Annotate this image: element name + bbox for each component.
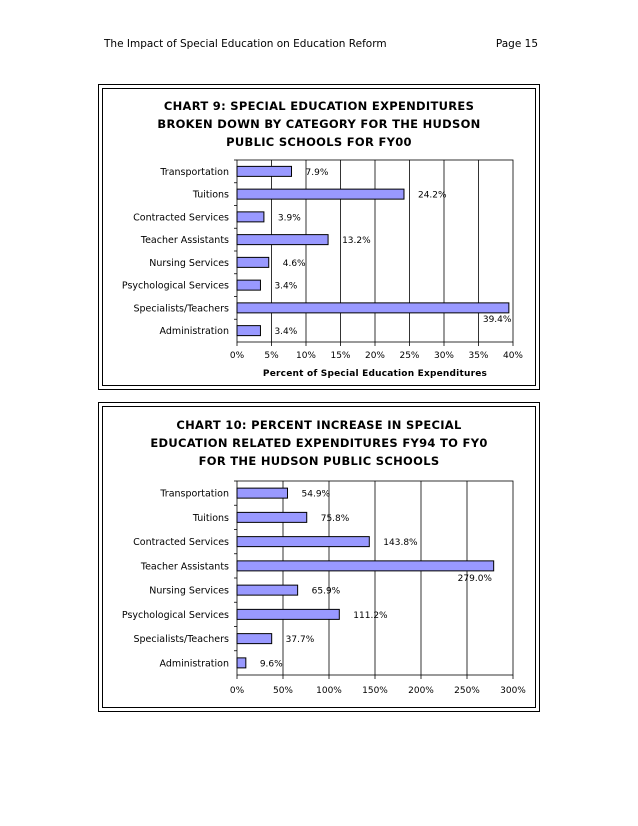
chart-10-category-label: Psychological Services <box>121 609 229 621</box>
chart-9-data-label: 13.2% <box>342 236 371 247</box>
chart-9-title-line: PUBLIC SCHOOLS FOR FY00 <box>226 135 412 149</box>
chart-9-x-tick-label: 15% <box>330 351 351 361</box>
chart-9-data-label: 3.4% <box>274 281 298 292</box>
chart-9-data-label: 24.2% <box>417 190 447 201</box>
chart-9-title-line: CHART 9: SPECIAL EDUCATION EXPENDITURES <box>163 99 475 113</box>
chart-10-inner-border <box>102 406 536 708</box>
chart-9-bar <box>237 326 260 336</box>
chart-9-data-label: 39.4% <box>482 314 512 325</box>
chart-9-title-line: BROKEN DOWN BY CATEGORY FOR THE HUDSON <box>157 117 481 131</box>
chart-9-bar <box>237 280 260 290</box>
chart-10-category-label: Tuitions <box>192 512 229 524</box>
chart-10-category-label: Nursing Services <box>149 585 229 597</box>
chart-9-x-tick-label: 5% <box>264 351 279 361</box>
chart-10-x-tick-label: 200% <box>408 686 434 696</box>
chart-10-bar <box>237 634 272 644</box>
chart-10-bar <box>237 585 298 595</box>
chart-10-category-label: Specialists/Teachers <box>133 634 229 646</box>
chart-10-x-tick-label: 100% <box>316 686 342 696</box>
chart-10-bar <box>237 658 246 668</box>
chart-10-category-label: Contracted Services <box>133 537 229 549</box>
chart-10-frame <box>98 402 540 712</box>
chart-9-x-tick-label: 40% <box>502 351 524 361</box>
chart-9-x-tick-label: 35% <box>468 351 489 361</box>
chart-9-data-label: 4.6% <box>282 258 306 269</box>
chart-9-bar <box>237 212 264 222</box>
chart-10-data-label: 37.7% <box>285 635 315 646</box>
chart-10-bar <box>237 609 339 619</box>
document-title: The Impact of Special Education on Education Reform <box>104 38 387 50</box>
chart-10-title-line: FOR THE HUDSON PUBLIC SCHOOLS <box>198 454 440 468</box>
chart-10-x-tick-label: 50% <box>272 686 294 696</box>
chart-9-data-label: 3.9% <box>277 213 301 224</box>
page-header <box>104 38 538 52</box>
chart-10-title-line: EDUCATION RELATED EXPENDITURES FY94 TO FY0 <box>150 436 488 450</box>
chart-9-frame <box>98 84 540 390</box>
chart-10-data-label: 143.8% <box>383 538 418 549</box>
chart-10-data-label: 279.0% <box>457 573 493 584</box>
chart-9-x-tick-label: 0% <box>229 351 245 361</box>
chart-9-category-label: Nursing Services <box>149 257 229 269</box>
chart-10-data-label: 9.6% <box>259 659 283 670</box>
chart-10-category-label: Transportation <box>160 488 229 500</box>
chart-10-x-tick-label: 0% <box>229 686 245 696</box>
page-number: Page 15 <box>495 38 538 50</box>
chart-10-title-line: CHART 10: PERCENT INCREASE IN SPECIAL <box>176 418 462 432</box>
chart-9-category-label: Psychological Services <box>121 280 229 292</box>
chart-10-data-label: 54.9% <box>301 489 331 500</box>
chart-9-category-label: Specialists/Teachers <box>133 303 229 315</box>
chart-9 <box>103 89 535 385</box>
chart-9-x-tick-label: 30% <box>433 351 455 361</box>
chart-10-x-tick-label: 150% <box>362 686 388 696</box>
chart-10-data-label: 111.2% <box>353 610 388 621</box>
chart-9-category-label: Tuitions <box>192 189 229 201</box>
chart-9-category-label: Contracted Services <box>133 212 229 224</box>
chart-10-x-tick-label: 250% <box>454 686 480 696</box>
chart-9-bar <box>237 235 328 245</box>
chart-10-bar <box>237 537 369 547</box>
chart-10-category-label: Administration <box>159 658 229 670</box>
chart-10-x-tick-label: 300% <box>500 686 526 696</box>
chart-10 <box>103 407 535 707</box>
chart-10-bar <box>237 488 288 498</box>
chart-9-x-axis-title: Percent of Special Education Expenditures <box>262 369 488 379</box>
chart-10-data-label: 65.9% <box>311 586 341 597</box>
chart-9-x-tick-label: 20% <box>364 351 386 361</box>
chart-9-x-tick-label: 10% <box>295 351 317 361</box>
chart-9-bar <box>237 166 292 176</box>
chart-9-x-tick-label: 25% <box>399 351 420 361</box>
chart-9-data-label: 7.9% <box>305 167 329 178</box>
chart-9-category-label: Administration <box>159 326 229 338</box>
chart-10-category-label: Teacher Assistants <box>140 561 229 573</box>
chart-9-bar <box>237 257 269 267</box>
chart-9-data-label: 3.4% <box>274 327 298 338</box>
chart-9-bar <box>237 303 509 313</box>
chart-9-category-label: Transportation <box>160 166 229 178</box>
chart-10-bar <box>237 561 494 571</box>
chart-9-category-label: Teacher Assistants <box>140 235 229 247</box>
chart-9-inner-border <box>102 88 536 386</box>
chart-9-bar <box>237 189 404 199</box>
chart-10-bar <box>237 512 307 522</box>
chart-10-data-label: 75.8% <box>320 513 350 524</box>
